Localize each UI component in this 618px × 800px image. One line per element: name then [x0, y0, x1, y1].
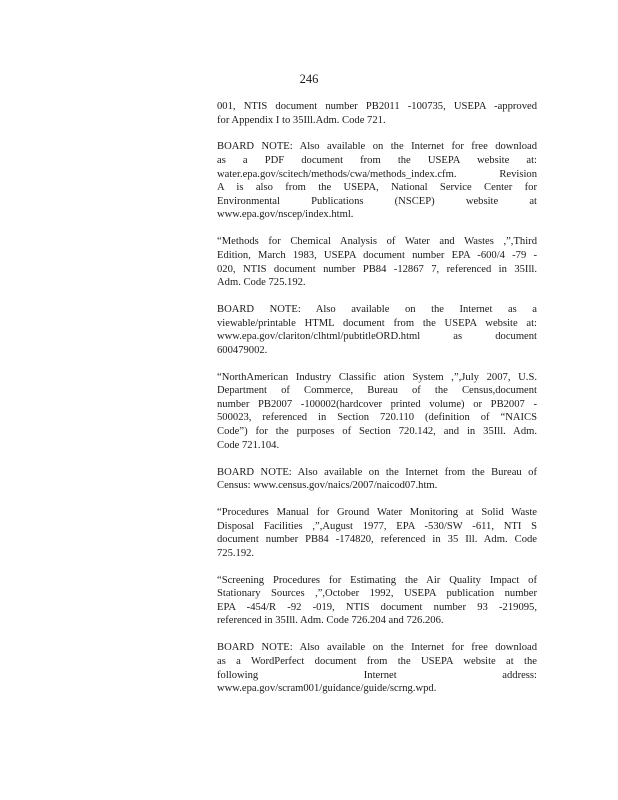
text-line: 001, NTIS document number PB2011 -100735, USEPA -approved: [217, 101, 537, 112]
text-line: “Procedures Manual for Ground Water Monitoring at Solid Waste: [217, 507, 537, 519]
text-line: EPA -454/R -92 -019, NTIS document number 93 -219095,: [217, 601, 537, 613]
paragraph: [217, 235, 537, 289]
text-line: Code”) for the purposes of Section 720.142, and in 35Ill. Adm.: [217, 426, 537, 438]
text-line: following Internet address:: [217, 669, 537, 681]
text-line: Edition, March 1983, USEPA document number EPA -600/4 -79 -: [217, 249, 537, 261]
text-line: Census: www.census.gov/naics/2007/naicod07.htm.: [217, 480, 438, 492]
paragraph: [217, 140, 537, 222]
text-line: number PB2007 -100002(hardcover printed volume) or PB2007 -: [217, 398, 537, 410]
text-line: referenced in 35Ill. Adm. Code 726.204 and 726.206.: [217, 615, 444, 627]
text-line: “Methods for Chemical Analysis of Water and Wastes ,”,Third: [217, 236, 537, 248]
paragraph: [217, 574, 537, 628]
text-line: BOARD NOTE: Also available on the Internet for free download: [217, 642, 537, 654]
document-body: [217, 100, 537, 709]
text-line: BOARD NOTE: Also available on the Internet for free download: [217, 141, 537, 153]
text-line: Code 721.104.: [217, 439, 280, 451]
paragraph: [217, 466, 537, 493]
text-line: 600479002.: [217, 344, 268, 356]
text-line: for Appendix I to 35Ill.Adm. Code 721.: [217, 114, 386, 126]
text-line: 020, NTIS document number PB84 -12867 7, referenced in 35Ill.: [217, 263, 537, 275]
text-line: Environmental Publications (NSCEP) website at: [217, 195, 537, 207]
text-line: “Screening Procedures for Estimating the Air Quality Impact of: [217, 574, 537, 586]
text-line: www.epa.gov/scram001/guidance/guide/scrng.wpd.: [217, 683, 437, 695]
text-line: A is also from the USEPA, National Service Center for: [217, 182, 537, 194]
paragraph: [217, 641, 537, 695]
text-line: Adm. Code 725.192.: [217, 277, 306, 289]
text-line: Disposal Facilities ,”,August 1977, EPA -530/SW -611, NTI S: [217, 520, 537, 532]
paragraph: [217, 303, 537, 357]
text-line: water.epa.gov/scitech/methods/cwa/methods_index.cfm. Revision: [217, 168, 537, 180]
text-line: viewable/printable HTML document from the USEPA website at:: [217, 317, 537, 329]
text-line: BOARD NOTE: Also available on the Internet from the Bureau of: [217, 466, 537, 478]
text-line: Department of Commerce, Bureau of the Census,document: [217, 385, 537, 397]
text-line: document number PB84 -174820, referenced in 35 Ill. Adm. Code: [217, 534, 537, 546]
text-line: 500023, referenced in Section 720.110 (definition of “NAICS: [217, 412, 537, 424]
paragraph: [217, 100, 537, 127]
text-line: BOARD NOTE: Also available on the Internet as a: [217, 304, 537, 316]
paragraph: [217, 371, 537, 453]
paragraph: [217, 506, 537, 560]
text-line: Stationary Sources ,”,October 1992, USEPA publication number: [217, 588, 537, 600]
text-line: 725.192.: [217, 547, 255, 559]
text-line: as a WordPerfect document from the USEPA website at the: [217, 655, 537, 667]
text-line: “NorthAmerican Industry Classific ation System ,”,July 2007, U.S.: [217, 371, 537, 383]
text-line: as a PDF document from the USEPA website at:: [217, 155, 537, 167]
page-number: 246: [299, 72, 319, 86]
text-line: www.epa.gov/nscep/index.html.: [217, 209, 354, 221]
text-line: www.epa.gov/clariton/clhtml/pubtitleORD.html as document: [217, 331, 537, 343]
